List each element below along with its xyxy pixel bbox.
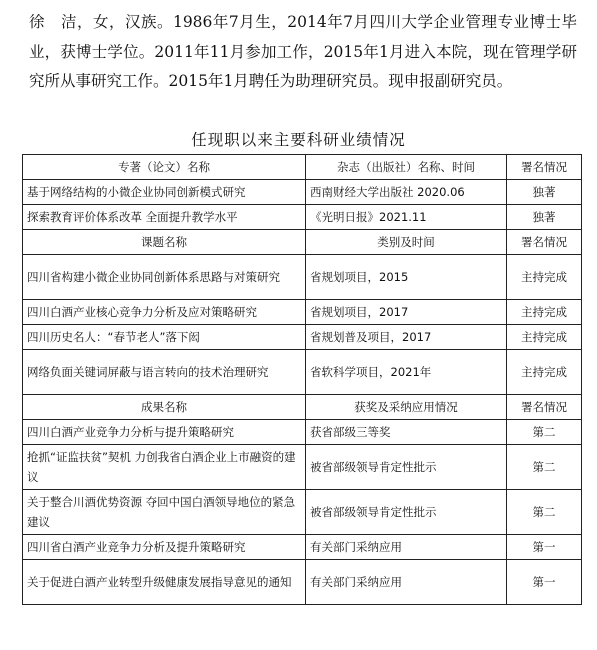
row-title: 四川历史名人：“春节老人”落下闳 xyxy=(23,325,306,350)
table-row xyxy=(23,205,582,230)
row-source: 《光明日报》2021.11 xyxy=(306,205,507,230)
table-row xyxy=(23,325,582,350)
table-row xyxy=(23,445,582,490)
row-role: 第二 xyxy=(507,490,582,535)
row-role: 独著 xyxy=(507,180,582,205)
row-source: 西南财经大学出版社 2020.06 xyxy=(306,180,507,205)
row-role: 主持完成 xyxy=(507,350,582,395)
table-row xyxy=(23,420,582,445)
row-source: 被省部级领导肯定性批示 xyxy=(306,490,507,535)
row-title: 四川白酒产业竞争力分析与提升策略研究 xyxy=(23,420,306,445)
row-role: 第二 xyxy=(507,445,582,490)
row-title: 网络负面关键词屏蔽与语言转向的技术治理研究 xyxy=(23,350,306,395)
column-header: 课题名称 xyxy=(23,230,306,255)
table-row xyxy=(23,560,582,605)
column-header: 杂志（出版社）名称、时间 xyxy=(306,155,507,180)
research-achievements-table xyxy=(22,154,582,605)
row-title: 关于整合川酒优势资源 夺回中国白酒领导地位的紧急建议 xyxy=(23,490,306,535)
row-source: 被省部级领导肯定性批示 xyxy=(306,445,507,490)
row-title: 关于促进白酒产业转型升级健康发展指导意见的通知 xyxy=(23,560,306,605)
table-row xyxy=(23,300,582,325)
table-title: 任现职以来主要科研业绩情况 xyxy=(191,131,406,149)
row-source: 省软科学项目，2021年 xyxy=(306,350,507,395)
row-source: 获省部级三等奖 xyxy=(306,420,507,445)
column-header: 署名情况 xyxy=(507,230,582,255)
intro-paragraph: 徐 洁，女，汉族。1986年7月生，2014年7月四川大学企业管理专业博士毕业，获博士学位。2011年11月参加工作，2015年1月进入本院，现在管理学研究所从事研究工作。2015年1月聘任为助理研究员。现申报副研究员。 xyxy=(29,13,577,90)
row-role: 主持完成 xyxy=(507,325,582,350)
row-source: 省规划项目，2015 xyxy=(306,255,507,300)
table-row xyxy=(23,180,582,205)
table-row xyxy=(23,490,582,535)
row-role: 第一 xyxy=(507,535,582,560)
row-title: 探索教育评价体系改革 全面提升教学水平 xyxy=(23,205,306,230)
table-row xyxy=(23,535,582,560)
row-title: 基于网络结构的小微企业协同创新模式研究 xyxy=(23,180,306,205)
table-row xyxy=(23,350,582,395)
row-source: 省规划项目，2017 xyxy=(306,300,507,325)
row-title: 四川省构建小微企业协同创新体系思路与对策研究 xyxy=(23,255,306,300)
row-title: 四川白酒产业核心竞争力分析及应对策略研究 xyxy=(23,300,306,325)
row-role: 第一 xyxy=(507,560,582,605)
row-role: 主持完成 xyxy=(507,255,582,300)
row-title: 四川省白酒产业竞争力分析及提升策略研究 xyxy=(23,535,306,560)
row-title: 抢抓“证监扶贫”契机 力创我省白酒企业上市融资的建议 xyxy=(23,445,306,490)
row-role: 主持完成 xyxy=(507,300,582,325)
row-source: 省规划普及项目，2017 xyxy=(306,325,507,350)
column-header: 获奖及采纳应用情况 xyxy=(306,395,507,420)
row-source: 有关部门采纳应用 xyxy=(306,535,507,560)
row-source: 有关部门采纳应用 xyxy=(306,560,507,605)
column-header: 署名情况 xyxy=(507,155,582,180)
section-header-row xyxy=(23,230,582,255)
column-header: 类别及时间 xyxy=(306,230,507,255)
column-header: 专著（论文）名称 xyxy=(23,155,306,180)
row-role: 独著 xyxy=(507,205,582,230)
column-header: 成果名称 xyxy=(23,395,306,420)
section-header-row xyxy=(23,155,582,180)
table-row xyxy=(23,255,582,300)
column-header: 署名情况 xyxy=(507,395,582,420)
row-role: 第二 xyxy=(507,420,582,445)
section-header-row xyxy=(23,395,582,420)
